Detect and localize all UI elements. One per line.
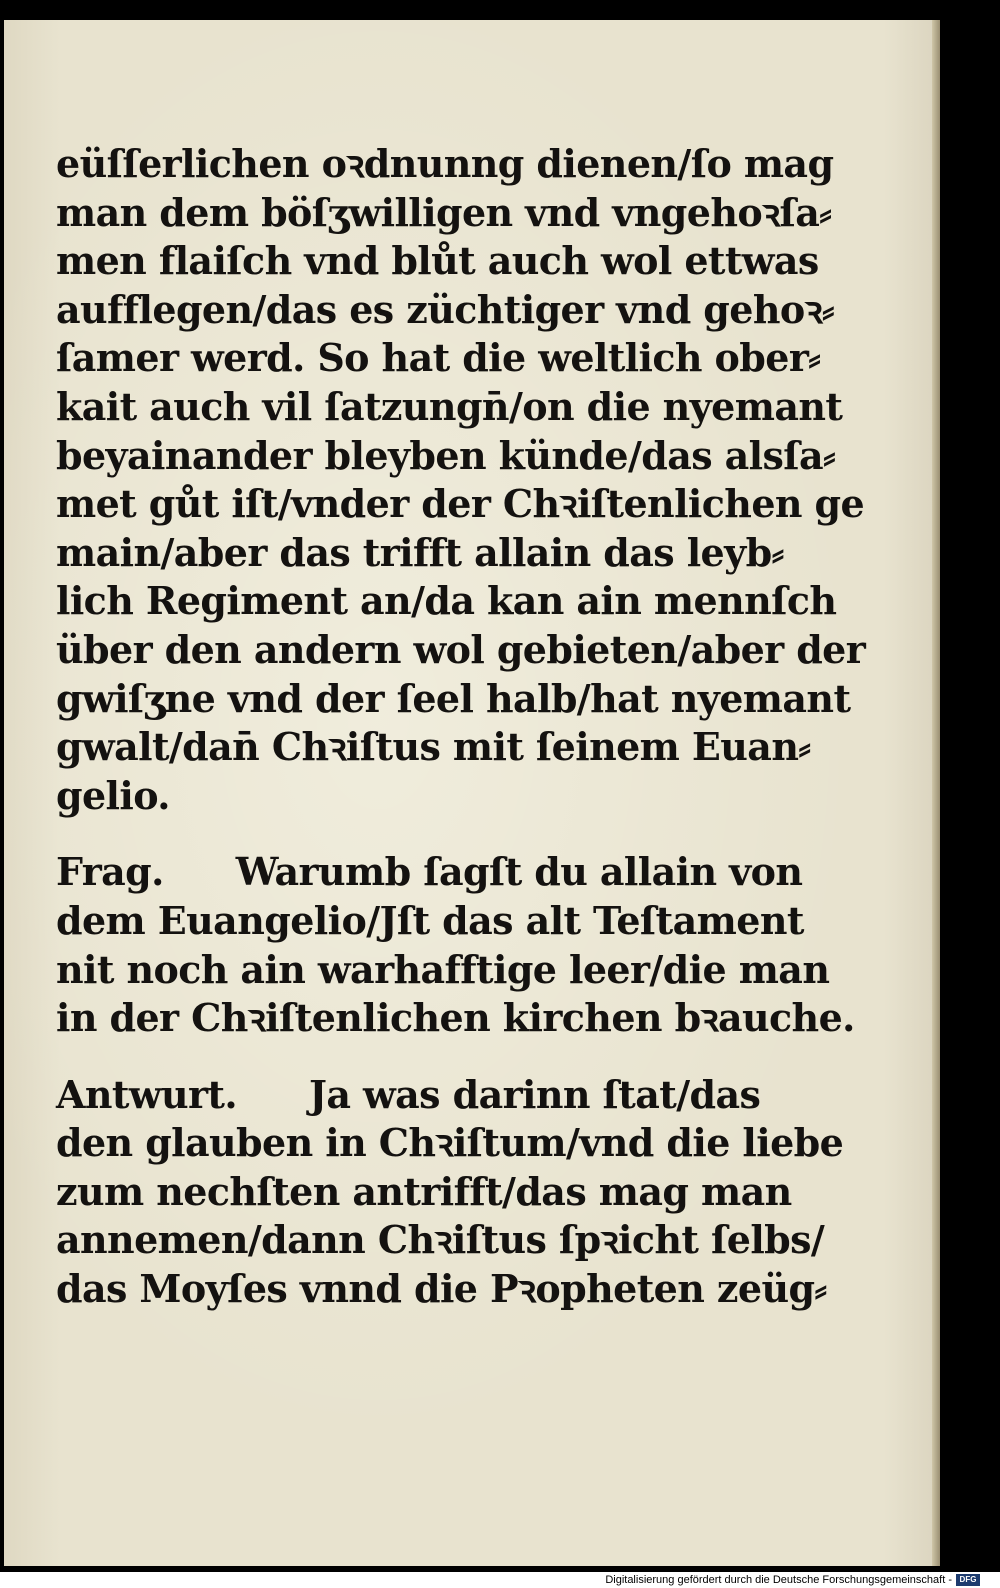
- text-line: das Moyſes vnnd die Pꝛopheten zeüg⸗: [56, 1266, 827, 1312]
- text-line: lich Regiment an/da kan ain mennſch: [56, 578, 837, 624]
- text-line: men flaiſch vnd blůt auch wol ettwas: [56, 238, 819, 284]
- speaker-label-antwurt: Antwurt.: [56, 1071, 238, 1117]
- text-line: nit noch ain warhafftige leer/die man: [56, 946, 830, 992]
- text-line: über den andern wol gebieten/aber der: [56, 626, 866, 672]
- answer-text: Ja was darinn ſtat/das: [309, 1071, 761, 1117]
- dfg-logo: DFG: [956, 1574, 980, 1586]
- speaker-label-frag: Frag.: [56, 849, 164, 895]
- text-line: eüſſerlichen oꝛdnunng dienen/ſo mag: [56, 141, 834, 186]
- question-first-line: [56, 848, 803, 897]
- text-line: gelio.: [56, 772, 170, 818]
- text-line: ſamer werd. So hat die weltlich ober⸗: [56, 335, 821, 381]
- text-line: den glauben in Chꝛiſtum/vnd die liebe: [56, 1120, 844, 1166]
- text-line: met gůt iſt/vnder der Chꝛiſtenlichen ge: [56, 481, 865, 527]
- funding-credit: Digitalisierung gefördert durch die Deutsche Forschungsgemeinschaft -: [605, 1574, 952, 1586]
- text-line: main/aber das trifft allain das leyb⸗: [56, 529, 784, 575]
- page-text: [56, 140, 866, 1314]
- text-line: in der Chꝛiſtenlichen kirchen bꝛauche.: [56, 995, 855, 1041]
- question-text: Warumb ſagſt du allain von: [235, 849, 803, 895]
- text-line: dem Euangelio/Jſt das alt Teſtament: [56, 897, 804, 943]
- paragraph-gap: [56, 820, 756, 848]
- text-line: kait auch vil ſatzungn̄/on die nyemant: [56, 383, 843, 429]
- answer-first-line: [56, 1071, 761, 1120]
- text-line: gwalt/dan̄ Chꝛiſtus mit ſeinem Euan⸗: [56, 724, 811, 770]
- text-line: beyainander bleyben künde/das alsſa⸗: [56, 432, 836, 478]
- page-edge: [932, 20, 940, 1566]
- text-line: zum nechſten antrifft/das mag man: [56, 1168, 792, 1214]
- text-line: gwiſʒne vnd der ſeel halb/hat nyemant: [56, 675, 851, 721]
- text-line: annemen/dann Chꝛiſtus ſpꝛicht ſelbs/: [56, 1217, 825, 1263]
- text-line: aufflegen/das es züchtiger vnd gehoꝛ⸗: [56, 286, 835, 332]
- text-line: man dem böſʒwilligen vnd vngehoꝛſa⸗: [56, 189, 832, 235]
- paragraph-gap: [56, 1043, 756, 1071]
